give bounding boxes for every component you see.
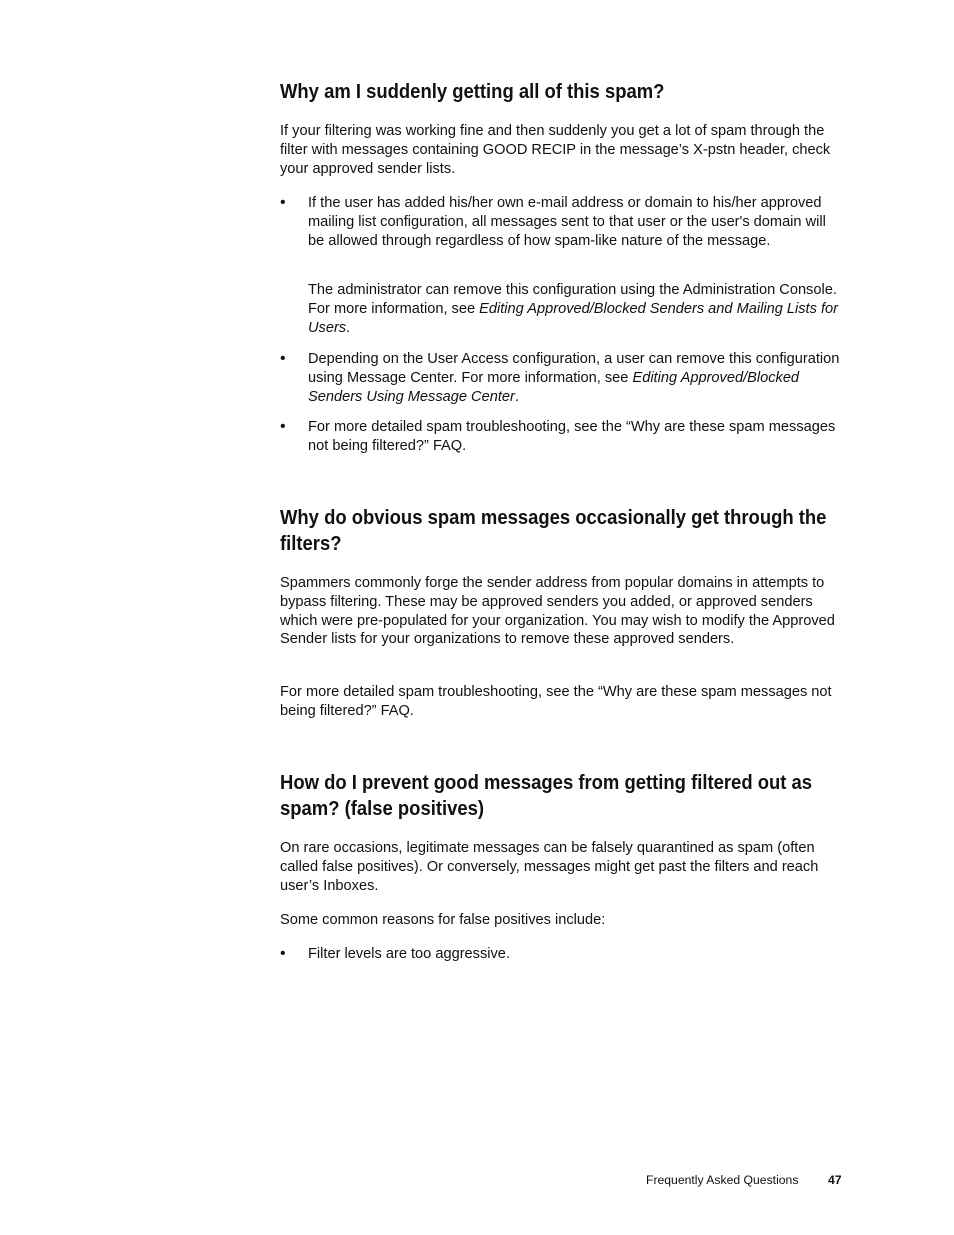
footer-section-title: Frequently Asked Questions xyxy=(646,1173,799,1187)
bullet-text: Depending on the User Access configuration, a user can remove this configuration using Message Center. For more information, see xyxy=(308,351,840,386)
paragraph-intro: If your filtering was working fine and then suddenly you get a lot of spam through the filter with messages containing GOOD RECIP in the message’s X-pstn header, check your approved sender lists. xyxy=(280,123,831,177)
bullet-marker: • xyxy=(280,418,286,435)
list-item xyxy=(280,194,840,250)
heading-sudden-spam: Why am I suddenly getting all of this spam? xyxy=(280,80,665,103)
list-item xyxy=(280,350,840,406)
bullet-marker: • xyxy=(280,945,286,962)
cross-reference-link[interactable]: Editing Approved/Blocked Senders Using Message Center xyxy=(308,369,800,405)
paragraph-spammers: Spammers commonly forge the sender address from popular domains in attempts to bypass filtering. These may be approved senders you added, or approved senders which were pre-populated for your organization. You may wish to modify the Approved Sender lists for your organizations to remove these approved senders. xyxy=(280,575,835,648)
subparagraph-text: The administrator can remove this configuration using the Administration Console. For more information, see xyxy=(308,282,837,317)
bullet-text: Filter levels are too aggressive. xyxy=(308,946,510,962)
bullet-marker: • xyxy=(280,194,286,211)
bullet-text: For more detailed spam troubleshooting, see the “Why are these spam messages not being filtered?” FAQ. xyxy=(308,419,836,454)
list-item xyxy=(280,418,840,456)
bullet-suffix: . xyxy=(514,388,519,405)
page-number: 47 xyxy=(828,1173,842,1187)
list-item xyxy=(280,945,840,964)
bullet-text: If the user has added his/her own e-mail address or domain to his/her approved mailing list configuration, all messages sent to that user or the user's domain will be allowed through regardless of how spam-like nature of the message. xyxy=(308,195,826,249)
paragraph-common-reasons: Some common reasons for false positives include: xyxy=(280,912,606,928)
subparagraph-suffix: . xyxy=(346,319,351,336)
bullet-marker: • xyxy=(280,350,286,367)
heading-obvious-spam: Why do obvious spam messages occasionally get through the filters? xyxy=(280,506,827,555)
bullet-subparagraph xyxy=(280,281,840,337)
heading-false-positives: How do I prevent good messages from getting filtered out as spam? (false positives) xyxy=(280,771,813,820)
paragraph-troubleshooting: For more detailed spam troubleshooting, see the “Why are these spam messages not being filtered?” FAQ. xyxy=(280,684,832,719)
paragraph-rare-occasions: On rare occasions, legitimate messages can be falsely quarantined as spam (often called false positives). Or conversely, messages might get past the filters and reach user’s Inboxes. xyxy=(280,840,819,894)
cross-reference-link[interactable]: Editing Approved/Blocked Senders and Mailing Lists for Users xyxy=(308,300,838,336)
